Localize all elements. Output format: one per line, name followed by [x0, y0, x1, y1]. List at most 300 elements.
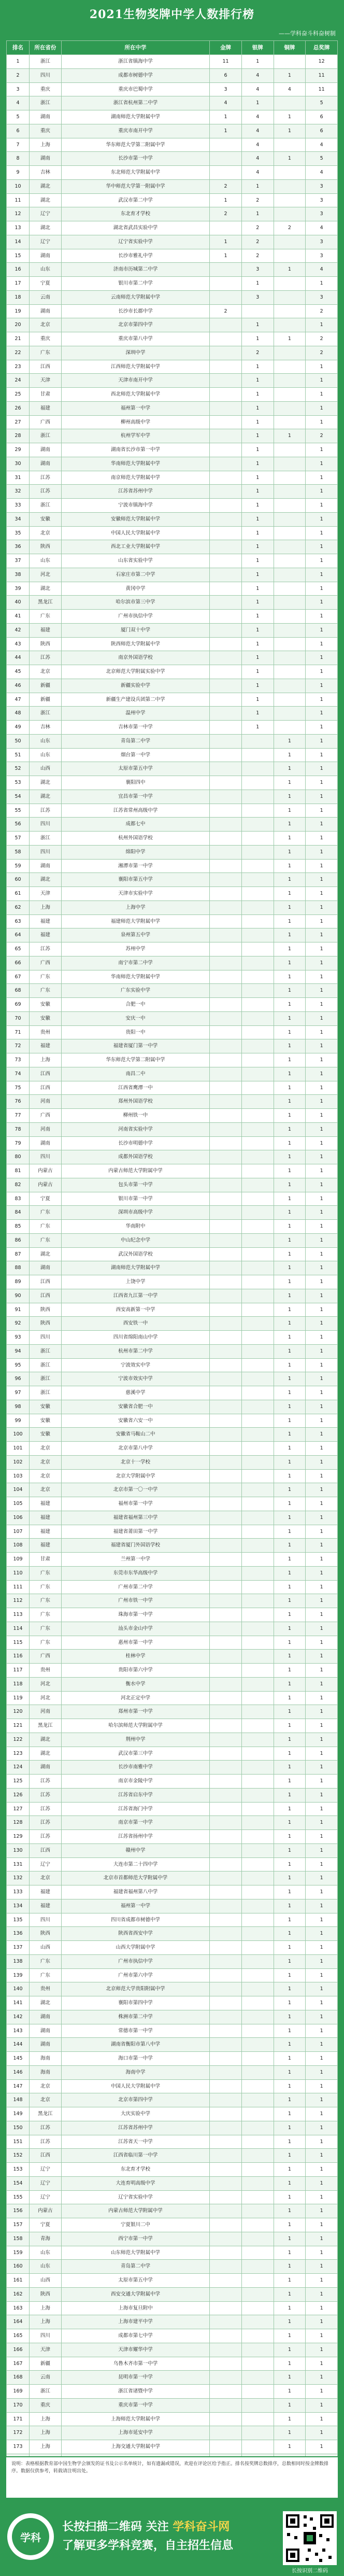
school-cell: 成都市第七中学: [61, 2329, 209, 2343]
bronze-cell: 1: [274, 762, 306, 776]
bronze-cell: 1: [274, 1733, 306, 1747]
bronze-cell: [274, 582, 306, 596]
bronze-cell: 1: [274, 734, 306, 748]
school-cell: 长沙市雅礼中学: [61, 249, 209, 263]
school-cell: 安徽省六安一中: [61, 1414, 209, 1428]
rank-cell: 53: [7, 776, 30, 790]
school-cell: 安庆一中: [61, 1011, 209, 1025]
province-cell: 内蒙古: [30, 1164, 62, 1178]
school-cell: 北京市第四中学: [61, 2093, 209, 2107]
silver-cell: [241, 1982, 274, 1996]
silver-cell: [241, 2093, 274, 2107]
school-cell: 济南市历城第二中学: [61, 263, 209, 277]
school-cell: 河南省实验中学: [61, 1122, 209, 1136]
bronze-cell: 1: [274, 804, 306, 818]
school-cell: 广州市第二中学: [61, 1580, 209, 1594]
school-cell: 宜昌市第一中学: [61, 790, 209, 804]
school-cell: 柳州高级中学: [61, 415, 209, 429]
table-row: [7, 138, 338, 152]
silver-cell: [241, 1954, 274, 1968]
bronze-cell: 1: [274, 832, 306, 846]
total-cell: 1: [306, 790, 338, 804]
bronze-cell: 1: [274, 2190, 306, 2204]
total-cell: 1: [306, 1719, 338, 1733]
total-cell: 1: [306, 540, 338, 554]
gold-cell: [210, 2149, 242, 2163]
school-cell: 安徽省合肥一中: [61, 1400, 209, 1414]
bronze-cell: 1: [274, 1539, 306, 1553]
total-cell: 1: [306, 1386, 338, 1400]
total-cell: 1: [306, 637, 338, 651]
rank-cell: 133: [7, 1885, 30, 1899]
rank-cell: 112: [7, 1594, 30, 1608]
rank-cell: 57: [7, 832, 30, 846]
rank-cell: 84: [7, 1206, 30, 1220]
silver-cell: [241, 1400, 274, 1414]
gold-cell: [210, 998, 242, 1012]
province-cell: 浙江: [30, 1372, 62, 1386]
table-row: [7, 1843, 338, 1857]
rank-cell: 132: [7, 1871, 30, 1885]
school-cell: 青岛第二中学: [61, 734, 209, 748]
province-cell: 江苏: [30, 804, 62, 818]
gold-cell: [210, 1913, 242, 1927]
silver-cell: [241, 1081, 274, 1095]
total-cell: 1: [306, 1941, 338, 1955]
silver-cell: [241, 2398, 274, 2412]
silver-cell: 1: [241, 637, 274, 651]
table-row: [7, 388, 338, 402]
rank-cell: 2: [7, 68, 30, 82]
silver-cell: [241, 1968, 274, 1982]
bronze-cell: 1: [274, 1414, 306, 1428]
rank-cell: 14: [7, 235, 30, 249]
rank-cell: 138: [7, 1954, 30, 1968]
table-row: [7, 2357, 338, 2371]
bronze-cell: 1: [274, 2315, 306, 2329]
gold-cell: [210, 2440, 242, 2454]
silver-cell: 1: [241, 415, 274, 429]
table-row: [7, 2260, 338, 2274]
total-cell: 4: [306, 221, 338, 235]
table-row: [7, 2412, 338, 2426]
gold-cell: [210, 1247, 242, 1261]
bronze-cell: 1: [274, 68, 306, 82]
silver-cell: 1: [241, 679, 274, 693]
rank-cell: 106: [7, 1511, 30, 1525]
school-cell: 株洲市第二中学: [61, 2010, 209, 2024]
table-row: [7, 1303, 338, 1317]
total-cell: 1: [306, 1761, 338, 1775]
gold-cell: [210, 1317, 242, 1331]
rank-cell: 48: [7, 707, 30, 721]
gold-cell: [210, 2246, 242, 2260]
gold-cell: [210, 1053, 242, 1067]
province-cell: 海南: [30, 2052, 62, 2066]
table-row: [7, 526, 338, 540]
gold-cell: 1: [210, 193, 242, 207]
gold-cell: [210, 1400, 242, 1414]
bronze-cell: 1: [274, 1982, 306, 1996]
table-row: [7, 776, 338, 790]
bronze-cell: [274, 96, 306, 110]
gold-cell: [210, 512, 242, 526]
province-cell: 江苏: [30, 1802, 62, 1816]
school-cell: 吉林市第一中学: [61, 721, 209, 735]
province-cell: 河北: [30, 568, 62, 582]
rank-cell: 52: [7, 762, 30, 776]
subtitle: ——学科奋斗科奋树制: [279, 30, 336, 37]
school-cell: 北京十一学校: [61, 1455, 209, 1469]
province-cell: 上海: [30, 2301, 62, 2315]
rank-cell: 130: [7, 1843, 30, 1857]
province-cell: 陕西: [30, 1303, 62, 1317]
rank-cell: 101: [7, 1442, 30, 1456]
bronze-cell: 1: [274, 1331, 306, 1345]
silver-cell: [241, 1469, 274, 1483]
rank-cell: 31: [7, 471, 30, 485]
total-cell: 1: [306, 1025, 338, 1039]
table-row: [7, 956, 338, 970]
silver-cell: [241, 1497, 274, 1511]
school-cell: 华东师范大学第二附属中学: [61, 138, 209, 152]
province-cell: 贵州: [30, 1982, 62, 1996]
gold-cell: [210, 1386, 242, 1400]
silver-cell: [241, 873, 274, 887]
bronze-cell: 1: [274, 2065, 306, 2079]
province-cell: 湖北: [30, 1747, 62, 1761]
bronze-cell: 1: [274, 1802, 306, 1816]
bronze-cell: 1: [274, 1261, 306, 1275]
total-cell: 1: [306, 1816, 338, 1830]
school-cell: 福建省莆田第一中学: [61, 1525, 209, 1539]
table-row: [7, 1469, 338, 1483]
rank-cell: 86: [7, 1233, 30, 1247]
rank-cell: 54: [7, 790, 30, 804]
gold-cell: [210, 832, 242, 846]
bronze-cell: 1: [274, 1275, 306, 1289]
total-cell: 1: [306, 1358, 338, 1372]
silver-cell: 1: [241, 457, 274, 471]
rank-cell: 95: [7, 1358, 30, 1372]
bronze-cell: 1: [274, 873, 306, 887]
gold-cell: [210, 1566, 242, 1580]
province-cell: 上海: [30, 2315, 62, 2329]
gold-cell: 11: [210, 55, 242, 69]
bronze-cell: 1: [274, 1927, 306, 1941]
province-cell: 山东: [30, 2246, 62, 2260]
gold-cell: [210, 1081, 242, 1095]
rank-cell: 93: [7, 1331, 30, 1345]
gold-cell: [210, 637, 242, 651]
province-cell: 湖北: [30, 221, 62, 235]
table-row: [7, 82, 338, 96]
silver-cell: [241, 2038, 274, 2052]
province-cell: 湖南: [30, 1136, 62, 1150]
gold-cell: [210, 762, 242, 776]
bronze-cell: [274, 679, 306, 693]
bronze-cell: 1: [274, 1719, 306, 1733]
bronze-cell: 1: [274, 1747, 306, 1761]
gold-cell: [210, 1303, 242, 1317]
table-row: [7, 2232, 338, 2246]
total-cell: 1: [306, 2412, 338, 2426]
gold-cell: [210, 845, 242, 859]
silver-cell: 1: [241, 512, 274, 526]
bronze-cell: 1: [274, 1136, 306, 1150]
gold-cell: [210, 471, 242, 485]
school-cell: 浙江省杭州第二中学: [61, 96, 209, 110]
province-cell: 北京: [30, 2079, 62, 2093]
gold-cell: [210, 887, 242, 901]
table-row: [7, 277, 338, 291]
gold-cell: 6: [210, 68, 242, 82]
school-cell: 惠州市第一中学: [61, 1636, 209, 1650]
table-row: [7, 1775, 338, 1789]
table-row: [7, 415, 338, 429]
bronze-cell: [274, 596, 306, 610]
total-cell: 1: [306, 1053, 338, 1067]
total-cell: 2: [306, 429, 338, 443]
gold-cell: [210, 2218, 242, 2232]
total-cell: 1: [306, 277, 338, 291]
gold-cell: [210, 804, 242, 818]
table-row: [7, 1053, 338, 1067]
gold-cell: [210, 1843, 242, 1857]
silver-cell: 1: [241, 277, 274, 291]
total-cell: 1: [306, 1164, 338, 1178]
table-row: [7, 1802, 338, 1816]
rank-cell: 97: [7, 1386, 30, 1400]
gold-cell: [210, 1871, 242, 1885]
gold-cell: [210, 2121, 242, 2135]
total-cell: 1: [306, 1899, 338, 1913]
province-cell: 天津: [30, 887, 62, 901]
gold-cell: [210, 2398, 242, 2412]
school-cell: 福建省福州第八中学: [61, 1885, 209, 1899]
total-cell: 1: [306, 2135, 338, 2149]
silver-cell: [241, 762, 274, 776]
total-cell: 1: [306, 1192, 338, 1206]
total-cell: 1: [306, 2093, 338, 2107]
table-row: [7, 1428, 338, 1442]
rank-cell: 41: [7, 610, 30, 624]
gold-cell: [210, 1261, 242, 1275]
province-cell: 辽宁: [30, 2176, 62, 2190]
province-cell: 北京: [30, 2093, 62, 2107]
silver-cell: [241, 748, 274, 762]
bronze-cell: [274, 179, 306, 193]
province-cell: 青海: [30, 2232, 62, 2246]
total-cell: 1: [306, 2218, 338, 2232]
title-bar: [0, 0, 344, 27]
gold-cell: [210, 554, 242, 568]
total-cell: 1: [306, 443, 338, 457]
rank-cell: 1: [7, 55, 30, 69]
rank-cell: 4: [7, 96, 30, 110]
school-cell: 中国人民大学附属中学: [61, 526, 209, 540]
gold-cell: [210, 332, 242, 346]
bronze-cell: 1: [274, 1497, 306, 1511]
school-cell: 郑州外国语学校: [61, 1095, 209, 1109]
silver-cell: [241, 1650, 274, 1664]
province-cell: 安徽: [30, 1400, 62, 1414]
bronze-cell: 1: [274, 2163, 306, 2177]
total-cell: 1: [306, 734, 338, 748]
silver-cell: [241, 2274, 274, 2288]
school-cell: 河北正定中学: [61, 1691, 209, 1705]
gold-cell: [210, 152, 242, 166]
school-cell: 银川市第一中学: [61, 1192, 209, 1206]
bronze-cell: 1: [274, 998, 306, 1012]
gold-cell: [210, 1636, 242, 1650]
bronze-cell: 2: [274, 221, 306, 235]
rank-cell: 157: [7, 2218, 30, 2232]
school-cell: 南京外国语学校: [61, 651, 209, 665]
province-cell: 四川: [30, 2329, 62, 2343]
bronze-cell: 1: [274, 2149, 306, 2163]
table-row: [7, 1580, 338, 1594]
silver-cell: [241, 1344, 274, 1358]
province-cell: 浙江: [30, 499, 62, 513]
total-cell: 1: [306, 1275, 338, 1289]
total-cell: 1: [306, 928, 338, 942]
gold-cell: [210, 1733, 242, 1747]
table-row: [7, 1553, 338, 1567]
school-cell: 江西省九江第一中学: [61, 1289, 209, 1303]
total-cell: 1: [306, 998, 338, 1012]
total-cell: 1: [306, 1664, 338, 1678]
footnote: 说明：表格根据教育部中国生物学会颁发的证书及公示名单统计，如有遗漏或错误，欢迎在评论区给予指正。排名按奖牌总数排序，总数相同时按金牌数排序。数据仅供参考，转载请注明出处。: [6, 2457, 338, 2498]
province-cell: 湖北: [30, 790, 62, 804]
bronze-cell: [274, 499, 306, 513]
silver-cell: [241, 2190, 274, 2204]
total-cell: 1: [306, 679, 338, 693]
rank-cell: 9: [7, 166, 30, 180]
silver-cell: 1: [241, 499, 274, 513]
gold-cell: [210, 1164, 242, 1178]
bronze-cell: 1: [274, 1954, 306, 1968]
total-cell: 1: [306, 956, 338, 970]
gold-cell: [210, 1553, 242, 1567]
rank-cell: 110: [7, 1566, 30, 1580]
silver-cell: [241, 1816, 274, 1830]
school-cell: 南京市第一中学: [61, 1816, 209, 1830]
table-row: [7, 651, 338, 665]
bronze-cell: 4: [274, 82, 306, 96]
bronze-cell: [274, 512, 306, 526]
silver-cell: [241, 2385, 274, 2399]
rank-cell: 68: [7, 984, 30, 998]
table-row: [7, 2190, 338, 2204]
qr-code[interactable]: [283, 2511, 337, 2565]
rank-cell: 12: [7, 207, 30, 221]
table-row: [7, 2398, 338, 2412]
province-cell: 山西: [30, 762, 62, 776]
table-row: [7, 110, 338, 124]
silver-cell: [241, 1857, 274, 1871]
total-cell: 1: [306, 2315, 338, 2329]
bronze-cell: 1: [274, 2093, 306, 2107]
school-cell: 上海市建平中学: [61, 2315, 209, 2329]
province-cell: 北京: [30, 1483, 62, 1497]
gold-cell: [210, 1150, 242, 1164]
gold-cell: [210, 900, 242, 914]
rank-cell: 49: [7, 721, 30, 735]
province-cell: 福建: [30, 1497, 62, 1511]
bronze-cell: 1: [274, 1775, 306, 1789]
silver-cell: [241, 1386, 274, 1400]
table-row: [7, 2135, 338, 2149]
total-cell: 1: [306, 1067, 338, 1081]
gold-cell: [210, 1982, 242, 1996]
silver-cell: 1: [241, 318, 274, 332]
total-cell: 1: [306, 1122, 338, 1136]
table-row: [7, 693, 338, 707]
school-cell: 杭州学军中学: [61, 429, 209, 443]
rank-cell: 50: [7, 734, 30, 748]
rank-cell: 25: [7, 388, 30, 402]
gold-cell: [210, 914, 242, 928]
province-cell: 河南: [30, 1095, 62, 1109]
school-cell: 安徽师范大学附属中学: [61, 512, 209, 526]
gold-cell: [210, 2426, 242, 2440]
table-row: [7, 1954, 338, 1968]
gold-cell: [210, 1358, 242, 1372]
table-row: [7, 762, 338, 776]
total-cell: 1: [306, 887, 338, 901]
footer-slogan: [62, 2517, 275, 2555]
silver-cell: 1: [241, 374, 274, 388]
bronze-cell: 1: [274, 2218, 306, 2232]
bronze-cell: 1: [274, 1317, 306, 1331]
province-cell: 安徽: [30, 512, 62, 526]
school-cell: 西宁市第一中学: [61, 2232, 209, 2246]
province-cell: 江苏: [30, 651, 62, 665]
province-cell: 湖南: [30, 2038, 62, 2052]
school-cell: 杭州外国语学校: [61, 832, 209, 846]
bronze-cell: 1: [274, 2371, 306, 2385]
school-cell: 慈溪中学: [61, 1386, 209, 1400]
qr-code-icon: [283, 2511, 337, 2565]
brand-logo-text: 学科: [12, 2518, 49, 2555]
total-cell: 1: [306, 1747, 338, 1761]
bronze-cell: [274, 235, 306, 249]
table-row: [7, 1067, 338, 1081]
column-header-rank: 排名: [7, 41, 30, 55]
total-cell: 1: [306, 526, 338, 540]
province-cell: 宁夏: [30, 2218, 62, 2232]
table-row: [7, 304, 338, 318]
silver-cell: 1: [241, 207, 274, 221]
silver-cell: [241, 1539, 274, 1553]
bronze-cell: 1: [274, 1150, 306, 1164]
province-cell: 湖南: [30, 859, 62, 873]
school-cell: 西安铁一中: [61, 1317, 209, 1331]
province-cell: 陕西: [30, 1317, 62, 1331]
rank-cell: 170: [7, 2398, 30, 2412]
school-cell: 武汉市第三中学: [61, 1747, 209, 1761]
gold-cell: [210, 956, 242, 970]
ranking-table-container: [6, 40, 338, 2456]
gold-cell: [210, 457, 242, 471]
bronze-cell: [274, 443, 306, 457]
table-row: [7, 2246, 338, 2260]
silver-cell: [241, 1289, 274, 1303]
school-cell: 华中师范大学第一附属中学: [61, 179, 209, 193]
silver-cell: [241, 1317, 274, 1331]
silver-cell: 4: [241, 68, 274, 82]
